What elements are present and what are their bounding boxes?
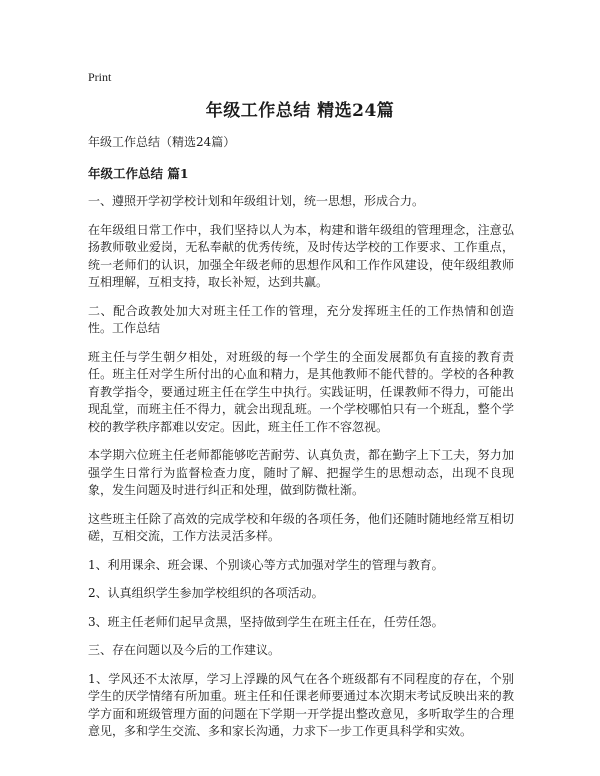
section-heading: 年级工作总结 篇1	[88, 166, 189, 181]
document-body	[88, 134, 514, 752]
paragraph: 班主任与学生朝夕相处，对班级的每一个学生的全面发展都负有直接的教育责任。班主任对学生所付出的心血和精力，是其他教师不能代替的。学校的各种教育教学指令，要通过班主任在学生中执行。实践证明，任课教师不得力，可能出现乱堂，而班主任不得力，就会出现乱班。一个学校哪怕只有一个班乱，整个学校的教学秩序都难以安定。因此，班主任工作不容忽视。	[88, 349, 514, 434]
document-subtitle: 年级工作总结（精选24篇）	[88, 135, 236, 149]
paragraph: 这些班主任除了高效的完成学校和年级的各项任务，他们还随时随地经常互相切磋，互相交流，工作方法灵活多样。	[88, 511, 514, 543]
list-item: 2、认真组织学生参加学校组织的各项活动。	[88, 586, 324, 600]
list-item: 1、学风还不太浓厚，学习上浮躁的风气在各个班级都有不同程度的存在，个别学生的厌学情绪有所加重。班主任和任课老师要通过本次期末考试反映出来的教学方面和班级管理方面的问题在下学期一开学提出整改意见，多听取学生的合理意见，多和学生交流、多和家长沟通，力求下一步工作更具科学和实效。	[88, 671, 514, 738]
paragraph: 在年级组日常工作中，我们坚持以人为本，构建和谐年级组的管理理念，注意弘扬教师敬业爱岗，无私奉献的优秀传统，及时传达学校的工作要求、工作重点，统一老师们的认识，加强全年级老师的思想作风和工作作风建设，使年级组教师互相理解，互相支持，取长补短，达到共赢。	[88, 222, 514, 289]
list-item: 3、班主任老师们起早贪黑，坚持做到学生在班主任在，任劳任怨。	[88, 614, 444, 629]
paragraph: 二、配合政教处加大对班主任工作的管理，充分发挥班主任的工作热情和创造性。工作总结	[88, 303, 514, 335]
paragraph: 三、存在问题以及今后的工作建议。	[88, 643, 281, 657]
paragraph: 本学期六位班主任老师都能够吃苦耐劳、认真负责，都在勤字上下工夫，努力加强学生日常行为监督检查力度，随时了解、把握学生的思想动态，出现不良现象，发生问题及时进行纠正和处理，做到防微杜渐。	[88, 448, 514, 497]
list-item: 1、利用课余、班会课、个别谈心等方式加强对学生的管理与教育。	[88, 557, 444, 572]
document-title: 年级工作总结 精选24篇	[205, 101, 395, 121]
paragraph: 一、遵照开学初学校计划和年级组计划，统一思想，形成合力。	[88, 194, 425, 208]
print-link[interactable]: Print	[88, 70, 112, 84]
